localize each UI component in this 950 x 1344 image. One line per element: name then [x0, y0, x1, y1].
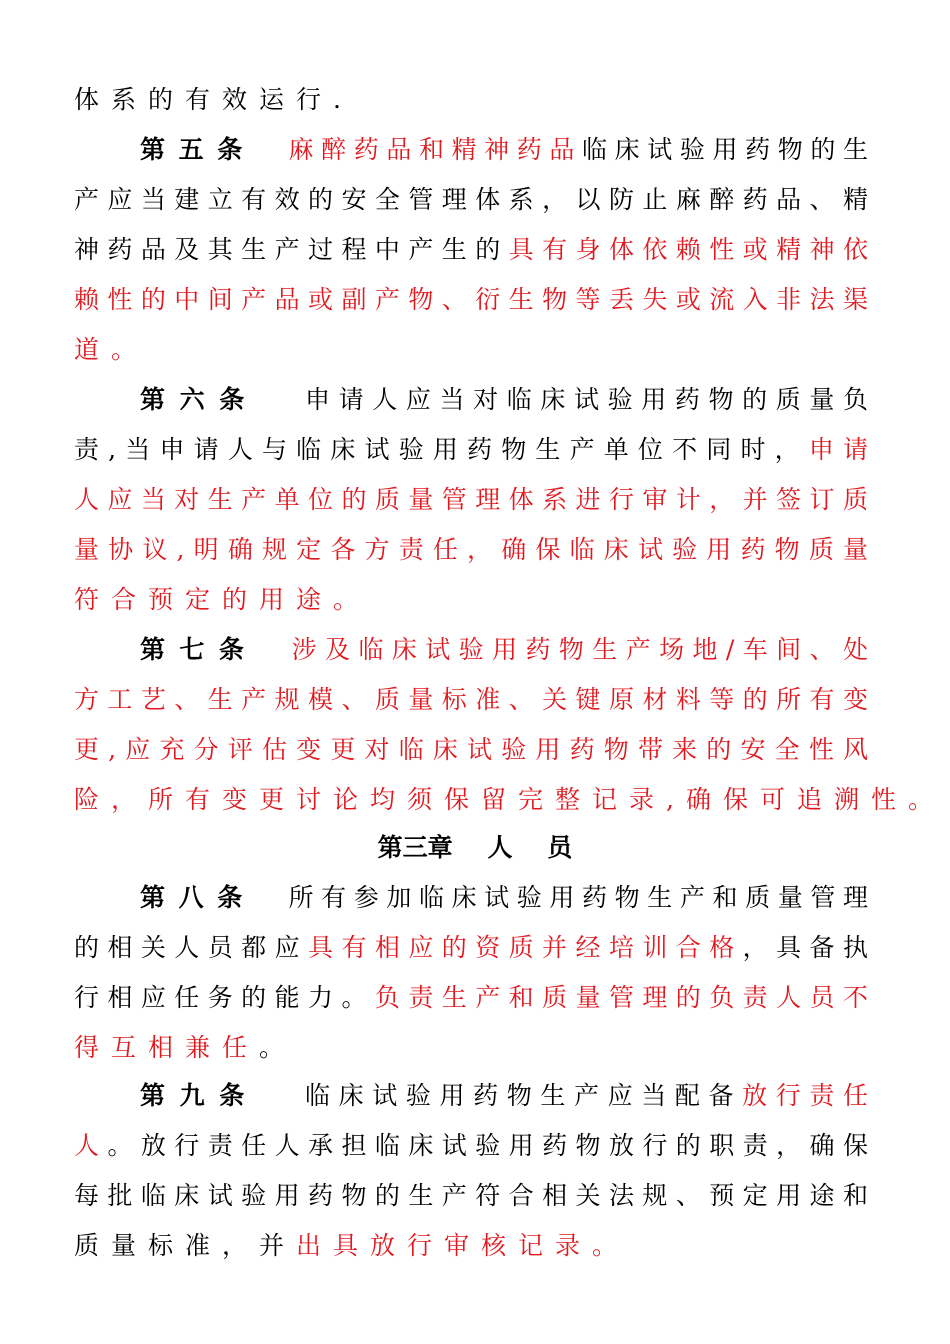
text: 。: [259, 1033, 297, 1062]
text-line: [74, 1126, 868, 1166]
article-6-title: 第六条: [140, 385, 259, 414]
text-line: [74, 280, 868, 320]
article-7-title: 第七条: [140, 635, 259, 664]
highlight-text: 放行责任: [742, 1081, 868, 1110]
text: 产应当建立有效的安全管理体系，以防止麻醉药品、精: [74, 185, 868, 214]
article-9-first-line: [140, 1076, 868, 1116]
text-line: [74, 430, 868, 470]
highlight-text: 人: [74, 1131, 108, 1160]
highlight-text: 更,应充分评估变更对临床试验用药物带来的安全性风: [74, 735, 868, 764]
text-line: [74, 928, 868, 968]
text: 质量标准，并: [74, 1231, 297, 1260]
text-line: [74, 180, 868, 220]
text-line: [74, 1028, 868, 1068]
text: 行相应任务的能力。: [74, 983, 375, 1012]
article-6-first-line: [140, 380, 868, 420]
highlight-text: 方工艺、生产规模、质量标准、关键原材料等的所有变: [74, 685, 868, 714]
text: 临床试验用药物生产应当配备: [296, 1081, 743, 1110]
text-line: [74, 330, 868, 370]
highlight-text: 涉及临床试验用药物生产场地/车间、处: [283, 635, 868, 664]
text: 。放行责任人承担临床试验用药物放行的职责，确保: [107, 1131, 868, 1160]
text-line: [74, 230, 868, 270]
highlight-text: 道。: [74, 335, 149, 364]
highlight-text: 得互相兼任: [74, 1033, 260, 1062]
text-line: [74, 480, 868, 520]
text-line: [74, 580, 868, 620]
highlight-text: 量协议,明确规定各方责任，确保临床试验用药物质量: [74, 535, 868, 564]
text-line: [74, 1176, 868, 1216]
chapter-heading: 第三章 人 员: [377, 833, 573, 862]
text: 每批临床试验用药物的生产符合相关法规、预定用途和: [74, 1181, 868, 1210]
highlight-text: 麻醉药品和精神药品: [280, 135, 583, 164]
text-line: [74, 680, 868, 720]
highlight-text: 出具放行审核记录。: [296, 1231, 630, 1260]
highlight-text: 险，所有变更讨论均须保留完整记录,确保可追溯性。: [74, 785, 945, 814]
text-line: [74, 1226, 868, 1266]
text-line: [74, 730, 868, 770]
text: 神药品及其生产过程中产生的: [74, 235, 509, 264]
text-line: [74, 780, 945, 820]
highlight-text: 负责生产和质量管理的负责人员不: [374, 983, 868, 1012]
highlight-text: 申请: [808, 435, 868, 464]
highlight-text: 具有身体依赖性或精神依: [508, 235, 868, 264]
highlight-text: 具有相应的资质并经培训合格: [308, 933, 743, 962]
text: 申请人应当对临床试验用药物的质量负: [296, 385, 868, 414]
article-7-first-line: [140, 630, 868, 670]
article-5-first-line: [140, 130, 868, 170]
text: 所有参加临床试验用药物生产和质量管理: [280, 883, 868, 912]
text: 责,当申请人与临床试验用药物生产单位不同时，: [74, 435, 809, 464]
highlight-text: 人应当对生产单位的质量管理体系进行审计，并签订质: [74, 485, 868, 514]
text: ，具备执: [742, 933, 868, 962]
article-8-first-line: [140, 878, 868, 918]
highlight-text: 赖性的中间产品或副产物、衍生物等丢失或流入非法渠: [74, 285, 868, 314]
article-5-title: 第五条: [140, 135, 256, 164]
text-line: [74, 978, 868, 1018]
text-line: [74, 80, 868, 120]
article-8-title: 第八条: [140, 883, 256, 912]
text: 体系的有效运行.: [74, 85, 353, 114]
highlight-text: 符合预定的用途。: [74, 585, 371, 614]
text: 临床试验用药物的生: [582, 135, 868, 164]
article-9-title: 第九条: [140, 1081, 259, 1110]
text: 的相关人员都应: [74, 933, 309, 962]
text-line: [74, 530, 868, 570]
